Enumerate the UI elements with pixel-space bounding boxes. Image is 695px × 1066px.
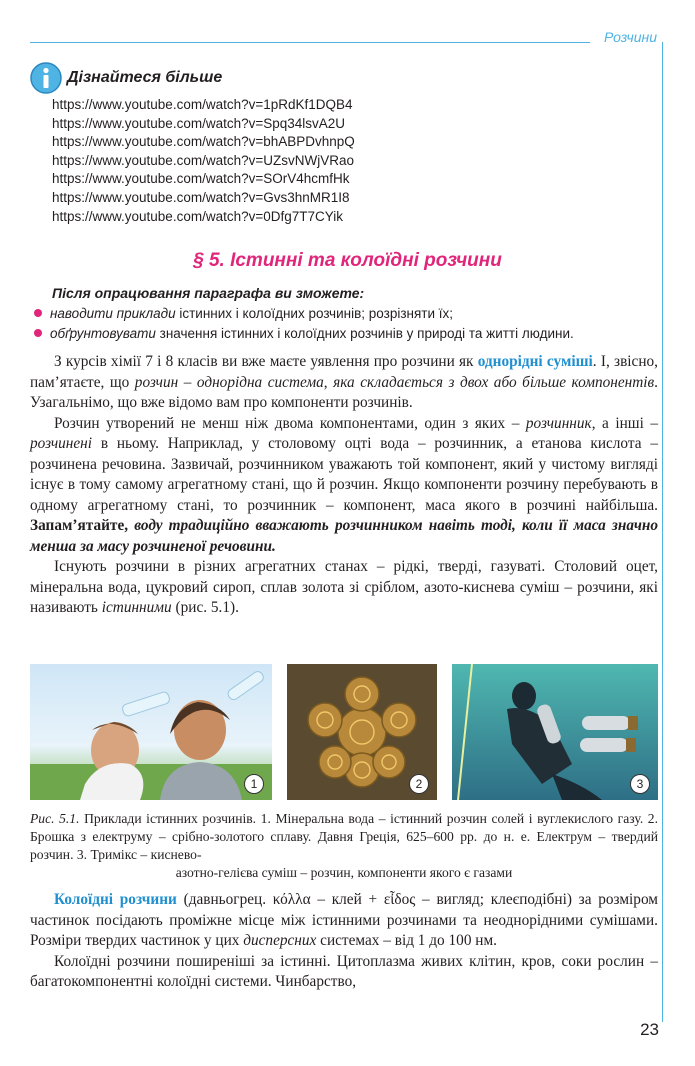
link-item[interactable]: https://www.youtube.com/watch?v=Spq34lsvA2U — [52, 115, 346, 131]
link-list — [52, 96, 355, 226]
body-text-bottom — [30, 890, 658, 993]
caption-text: Приклади істинних розчинів. 1. Мінеральна вода – істинний розчин солей і вуглекислого газу. 2. Брошка з електруму – срібно-золотого сплаву. Давня Греція, 625–600 рр. до н. е. Електрум – твердий розчин. 3. Тримікс – киснево- — [30, 811, 658, 862]
bullet-icon — [34, 309, 42, 317]
header-rule — [30, 42, 590, 43]
photo-mineral-water — [30, 664, 272, 800]
info-icon — [30, 62, 62, 94]
photo-trimix-diver — [452, 664, 658, 800]
objectives-heading: Після опрацювання параграфа ви зможете: — [52, 285, 365, 301]
link-item[interactable]: https://www.youtube.com/watch?v=Gvs3hnMR1I8 — [52, 189, 350, 205]
objective-item: наводити приклади істинних і колоїдних розчинів; розрізняти їх; — [34, 306, 453, 321]
link-item[interactable]: https://www.youtube.com/watch?v=bhABPDvhnpQ — [52, 134, 355, 150]
photo-electrum-brooch — [287, 664, 437, 800]
objective-item: обґрунтовувати значення істинних і колоїдних розчинів у природі та житті людини. — [34, 326, 574, 341]
photo-number-badge: 1 — [244, 774, 264, 794]
photo-number-badge: 2 — [409, 774, 429, 794]
page-number: 23 — [640, 1020, 659, 1039]
paragraph: З курсів хімії 7 і 8 класів ви вже маєте уявлення про розчини як однорідні суміші. І, звісно, пам’ятаєте, що розчин – однорідна система, яка складається з двох або більше компонентів. Узагальнімо, що вже відомо вам про компоненти розчинів. — [30, 353, 658, 411]
link-item[interactable]: https://www.youtube.com/watch?v=1pRdKf1DQB4 — [52, 97, 353, 112]
paragraph: Існують розчини в різних агрегатних станах – рідкі, тверді, газуваті. Столовий оцет, мінеральна вода, цукровий сироп, сплав золота зі сріблом, азото-киснева суміш – розчини, які називають істинними (рис. 5.1). — [30, 558, 658, 616]
paragraph: Колоїдні розчини (давньогрец. κόλλα – клей + εἶδος – вигляд; клеєподібні) за розміром частинок посідають проміжне місце між істинними розчинами та неоднорідними сумішами. Розміри твердих частинок у цих дисперсних системах – від 1 до 100 нм. — [30, 891, 658, 949]
figure-caption — [30, 810, 658, 882]
photo-diver — [452, 664, 658, 800]
caption-text-last: азотно-гелієва суміш – розчин, компоненти якого є газами — [175, 865, 513, 880]
learn-more-title: Дізнайтеся більше — [67, 69, 223, 86]
photo-water-drinkers — [30, 664, 272, 800]
link-item[interactable]: https://www.youtube.com/watch?v=UZsvNWjVRao — [52, 152, 354, 168]
link-item[interactable]: https://www.youtube.com/watch?v=SOrV4hcmfHk — [52, 171, 350, 187]
caption-label: Рис. 5.1. — [30, 811, 80, 826]
body-text-top — [30, 352, 658, 619]
running-title: Розчини — [603, 29, 657, 45]
section-title: § 5. Істинні та колоїдні розчини — [193, 250, 502, 271]
photo-number-badge: 3 — [630, 774, 650, 794]
paragraph: Колоїдні розчини поширеніші за істинні. Цитоплазма живих клітин, кров, соки рослин – багатокомпонентні колоїдні системи. Чинбарство, — [30, 952, 658, 990]
page-border-right — [662, 42, 663, 1022]
bullet-icon — [34, 329, 42, 337]
link-item[interactable]: https://www.youtube.com/watch?v=0Dfg7T7CYik — [52, 208, 344, 224]
paragraph: Розчин утворений не менш ніж двома компонентами, один з яких – розчинник, а інші – розчинені в ньому. Наприклад, у столовому оцті вода – розчинник, а етанова кислота – розчинена речовина. Зазвичай, розчинником уважають той компонент, який у чистому вигляді існує в тому самому агрегатному стані, що й розчин. Якщо компоненти розчину перебувають в одному агрегатному стані, то розчинник – компонент, маса якого в розчині найбільша. Запам’ятайте, воду традиційно вважають розчинником навіть тоді, коли її маса значно менша за масу розчиненої речовини. — [30, 414, 658, 555]
